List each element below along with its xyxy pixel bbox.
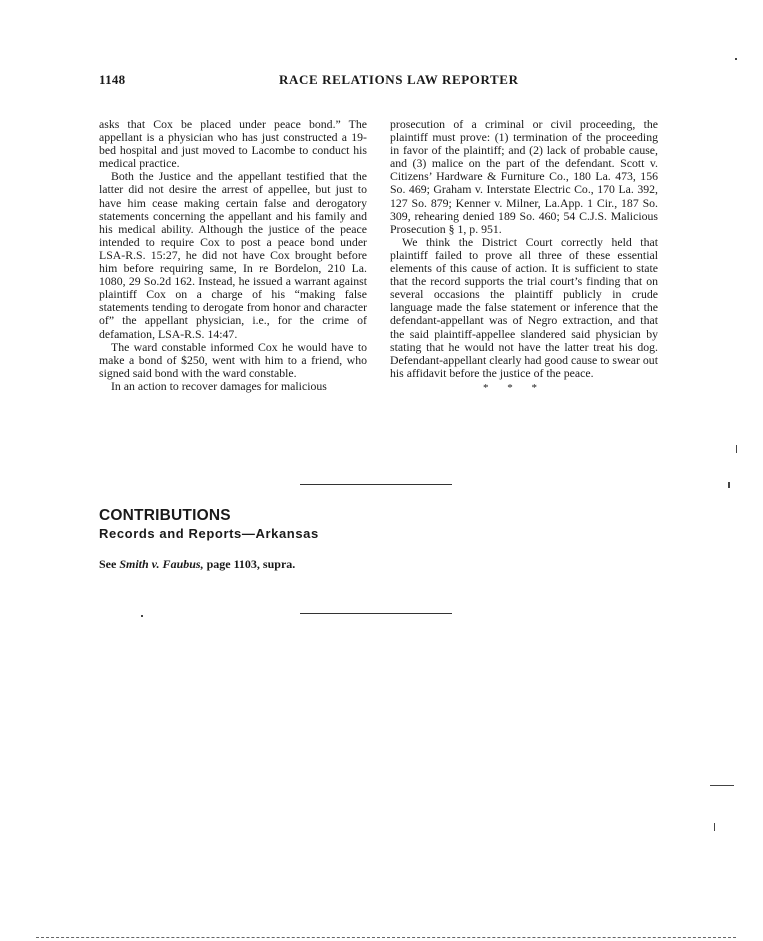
cross-reference-prefix: See <box>99 557 120 571</box>
section-break-asterisks: * * * <box>483 381 545 394</box>
cross-reference-case: Smith v. Faubus, <box>119 557 204 571</box>
section-divider <box>300 484 452 485</box>
left-column <box>99 118 367 393</box>
paragraph: The ward constable informed Cox he would have to make a bond of $250, went with him to a friend, who signed said bond with the ward constable. <box>99 339 367 380</box>
cross-reference-suffix: page 1103, supra. <box>203 557 296 571</box>
paragraph: prosecution of a criminal or civil proceeding, the plaintiff must prove: (1) termination of the proceeding in favor of the plaintiff; and (2) lack of probable cause, and (3) malice on the part of the defendant. Scott v. Citizens’ Hardware & Furniture Co., 180 La. 473, 156 So. 469; Graham v. Interstate Electric Co., 170 La. 392, 127 So. 879; Kenner v. Milner, La.App. 1 Cir., 187 So. 309, rehearing denied 189 So. 460; 54 C.J.S. Malicious Prosecution § 1, p. 951. <box>390 117 658 236</box>
right-column <box>390 118 658 395</box>
scan-edge-line <box>36 937 736 938</box>
scan-speck <box>714 823 715 831</box>
cross-reference <box>99 557 295 572</box>
scan-speck <box>728 482 730 488</box>
contributions-heading: CONTRIBUTIONS <box>99 507 231 524</box>
paragraph: asks that Cox be placed under peace bond.” The appellant is a physician who has just constructed a 19-bed hospital and just moved to Lacombe to conduct his medical practice. <box>99 117 367 171</box>
contributions-subheading: Records and Reports—Arkansas <box>99 526 319 541</box>
scan-speck <box>736 445 737 453</box>
paragraph: In an action to recover damages for malicious <box>111 378 327 393</box>
scan-speck <box>141 615 143 617</box>
scan-speck <box>735 58 737 60</box>
paragraph: We think the District Court correctly held that plaintiff failed to prove all three of these essential elements of this cause of action. It is sufficient to state that the record supports the trial court’s finding that on several occasions the plaintiff publicly in crude language made the false statement or inference that the defendant-appellant was of Negro extraction, and that the said plaintiff-appellee slandered said physician by stating that he would not have the latter treat his dog. Defendant-appellant clearly had good cause to swear out his affidavit before the justice of the peace. <box>390 234 658 380</box>
paragraph: Both the Justice and the appellant testified that the latter did not desire the arrest of appellee, but just to have him cease making certain false and derogatory statements concerning the appellant and his family and his medical ability. Although the justice of the peace intended to require Cox to post a peace bond under LSA-R.S. 15:27, he did not have Cox brought before him before requiring same, In re Bordelon, 210 La. 1080, 29 So.2d 162. Instead, he issued a warrant against plaintiff Cox on a charge of his “making false statements tending to derogate from honor and character of” the appellant physician, i.e., for the crime of defamation, LSA-R.S. 14:47. <box>99 169 367 341</box>
running-head: RACE RELATIONS LAW REPORTER <box>279 72 519 87</box>
page-number: 1148 <box>99 72 126 87</box>
page-header <box>99 72 663 92</box>
scan-speck <box>710 785 734 786</box>
section-divider <box>300 613 452 614</box>
